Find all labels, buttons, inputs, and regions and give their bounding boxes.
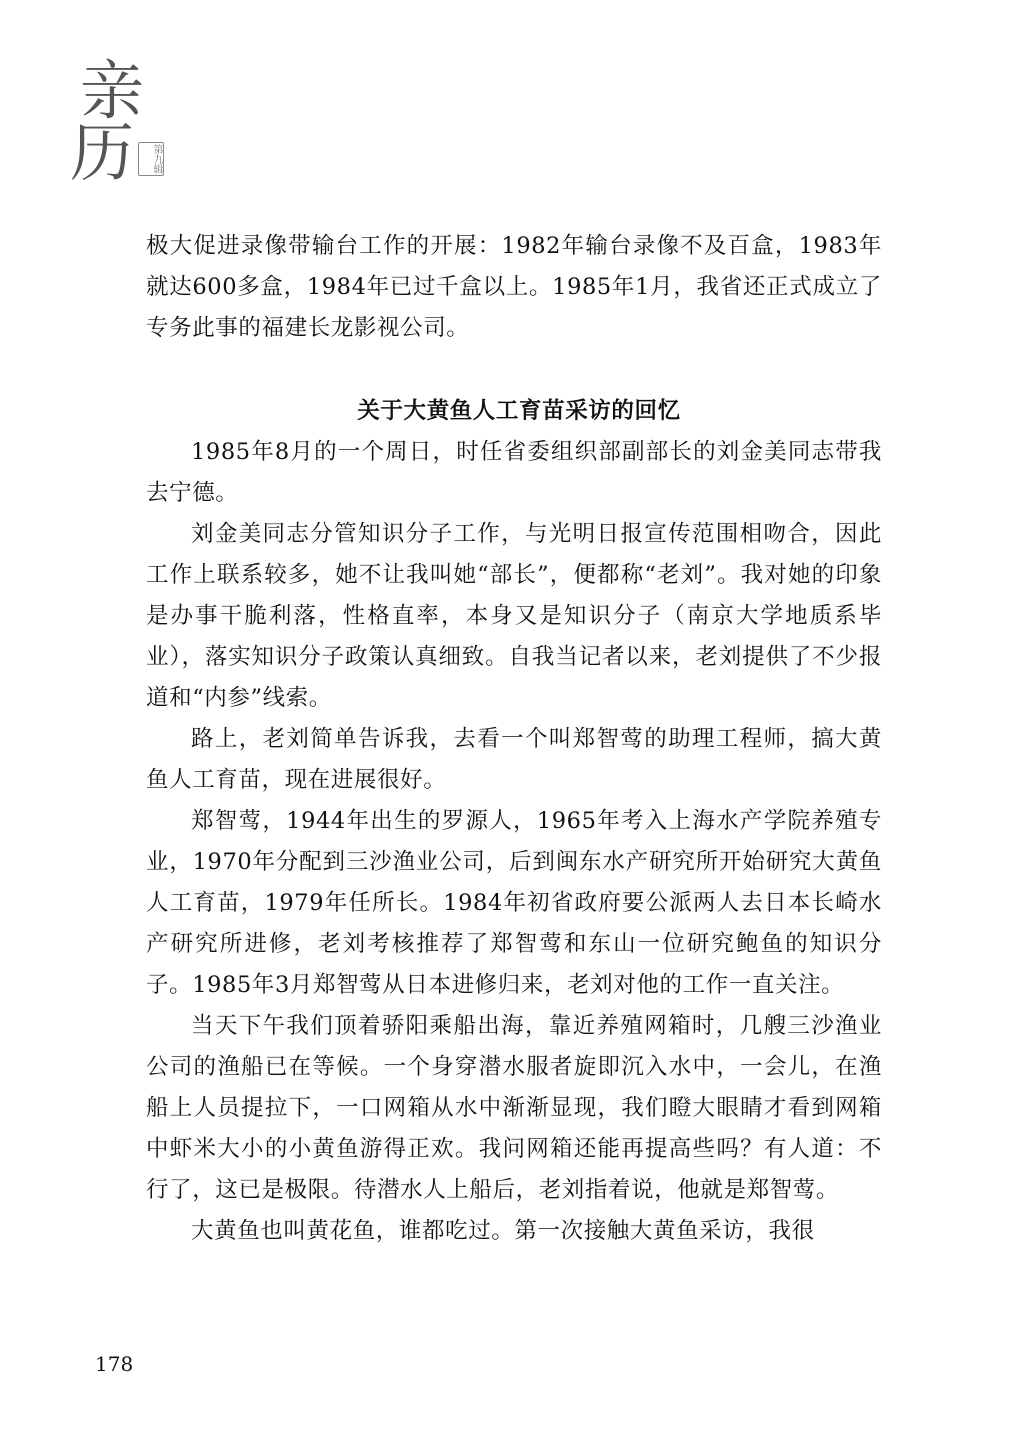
- logo-char-2: 历: [70, 117, 134, 191]
- logo-char-1: 亲: [80, 55, 144, 129]
- logo-seal: 第九辑: [138, 142, 164, 176]
- section-title: 关于大黄鱼人工育苗采访的回忆: [357, 398, 681, 424]
- body-paragraph-3: 路上，老刘简单告诉我，去看一个叫郑智莺的助理工程师，搞大黄鱼人工育苗，现在进展很好。: [146, 726, 882, 793]
- page-number: 178: [95, 1352, 134, 1376]
- body-paragraph-4: 郑智莺，1944年出生的罗源人，1965年考入上海水产学院养殖专业，1970年分配到三沙渔业公司，后到闽东水产研究所开始研究大黄鱼人工育苗，1979年任所长。1984年初省政府要公派两人去日本长崎水产研究所进修，老刘考核推荐了郑智莺和东山一位研究鲍鱼的知识分子。1985年3月郑智莺从日本进修归来，老刘对他的工作一直关注。: [146, 808, 882, 998]
- body-paragraph-2: 刘金美同志分管知识分子工作，与光明日报宣传范围相吻合，因此工作上联系较多，她不让我叫她“部长”，便都称“老刘”。我对她的印象是办事干脆利落，性格直率，本身又是知识分子（南京大学地质系毕业），落实知识分子政策认真细致。自我当记者以来，老刘提供了不少报道和“内参”线索。: [146, 521, 882, 711]
- book-series-logo: [70, 55, 190, 195]
- opening-paragraph: 极大促进录像带输台工作的开展：1982年输台录像不及百盒，1983年就达600多盒，1984年已过千盒以上。1985年1月，我省还正式成立了专务此事的福建长龙影视公司。: [146, 233, 882, 341]
- body-paragraph-1: 1985年8月的一个周日，时任省委组织部副部长的刘金美同志带我去宁德。: [146, 439, 882, 506]
- page-body: [146, 226, 882, 1252]
- body-paragraph-5: 当天下午我们顶着骄阳乘船出海，靠近养殖网箱时，几艘三沙渔业公司的渔船已在等候。一个身穿潜水服者旋即沉入水中，一会儿，在渔船上人员提拉下，一口网箱从水中渐渐显现，我们瞪大眼睛才看到网箱中虾米大小的小黄鱼游得正欢。我问网箱还能再提高些吗？有人道：不行了，这已是极限。待潜水人上船后，老刘指着说，他就是郑智莺。: [146, 1013, 882, 1203]
- body-paragraph-6: 大黄鱼也叫黄花鱼，谁都吃过。第一次接触大黄鱼采访，我很: [191, 1218, 815, 1244]
